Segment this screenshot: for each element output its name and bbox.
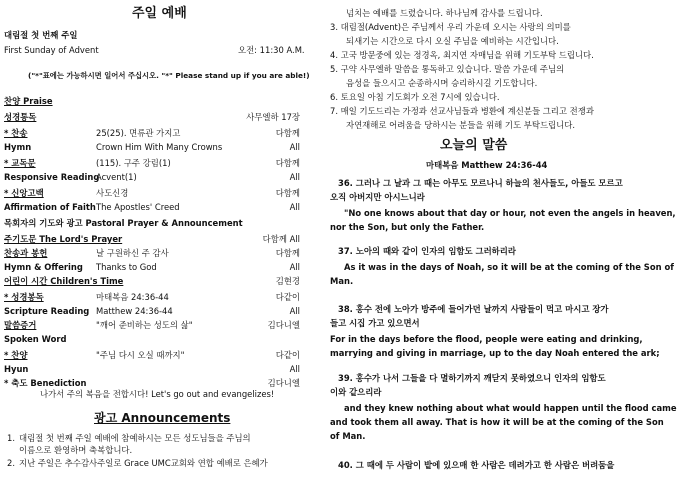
order-item-label: 어린이 시간 Children's Time [4,276,124,286]
verse-line: 40. 그 때에 두 사람이 밭에 있으매 한 사람은 데려가고 한 사람은 버려둠을 [338,460,615,470]
order-item-label: 목회자의 기도와 광고 Pastoral Prayer & Announcement [4,218,243,228]
order-item-label: 성경통독 [4,112,37,122]
sermon-title: 오늘의 말씀 [440,138,508,153]
announcement-number: 1. [7,433,15,443]
verse-line: of Man. [330,431,366,441]
verse-line: 39. 홍수가 나서 그들을 다 멸하기까지 깨닫지 못하였으니 인자의 임함도 [338,373,606,383]
order-item-label: * 찬송 [4,128,28,138]
announcement-line: 7. 매일 기도드리는 가정과 선교사님들과 병환에 계신분들 그리고 전쟁과 [330,106,594,116]
announcement-line: 6. 토요일 아침 기도회가 오전 7시에 있습니다. [330,92,500,102]
order-item-leader: 다함께 [275,188,300,198]
announcement-number: 2. [7,458,15,468]
order-item-leader: All [289,202,300,212]
order-item-leader: All [289,142,300,152]
order-item-label: * 신앙고백 [4,188,44,198]
verse-line: 이와 같으리라 [330,387,382,397]
order-item-label: Hymn [4,142,32,152]
service-time: 오전: 11:30 A.M. [238,45,305,55]
order-item-leader: All [289,364,300,374]
order-item-detail: (115). 구주 강림(1) [96,158,171,168]
verse-line: Man. [330,276,354,286]
sermon-reference: 마태복음 Matthew 24:36-44 [426,160,548,170]
verse-line: For in the days before the flood, people were eating and drinking, [330,334,643,344]
order-item-detail: "깨어 준비하는 성도의 삶" [96,320,193,330]
closing-line: 나가서 주의 복음을 전합시다! Let's go out and evangelizes! [40,389,275,399]
order-item-leader: 다같이 [275,350,300,360]
order-item-label: 주기도문 The Lord's Prayer [4,234,123,244]
verse-line: and took them all away. That is how it will be at the coming of the Son [330,417,664,427]
order-item-label: Hyun [4,364,29,374]
order-item-label: 찬송과 봉헌 [4,248,48,258]
order-item-detail: Thanks to God [96,262,157,272]
order-item-detail: Matthew 24:36-44 [96,306,173,316]
order-item-leader: 김다니엘 [267,320,300,330]
verse-line: and they knew nothing about what would happen until the flood came [344,403,677,413]
order-item-label: Hymn & Offering [4,262,83,272]
verse-line: "No one knows about that day or hour, not even the angels in heaven, [344,208,676,218]
order-item-leader: 사무엘하 17장 [246,112,300,122]
announcement-line: 4. 고국 방문중에 있는 정경옥, 최지연 자매님을 위해 기도부탁 드립니다. [330,50,594,60]
announcement-line: 음성을 들으시고 순종하시며 승리하시길 기도합니다. [346,78,538,88]
order-item-label: * 축도 Benediction [4,378,87,388]
order-item-label: Responsive Reading [4,172,100,182]
order-item-leader: All [289,172,300,182]
order-item-detail: 사도신경 [96,188,129,198]
order-item-leader: 다함께 [275,128,300,138]
order-item-label: * 찬양 [4,350,28,360]
announcement-line: 이름으로 환영하며 축복합니다. [19,445,133,455]
announcement-line: 지난 주일은 추수감사주일로 Grace UMC교회와 연합 예배로 은혜가 [19,458,268,468]
announcements-title: 광고 Announcements [94,411,231,425]
order-item-leader: 김다니엘 [267,378,300,388]
order-item-label: 말씀증거 [4,320,37,330]
verse-line: 38. 홍수 전에 노아가 방주에 들어가던 날까지 사람들이 먹고 마시고 장가 [338,304,609,314]
order-item-leader: 다함께 All [262,234,300,244]
verse-line: marrying and giving in marriage, up to the day Noah entered the ark; [330,348,660,358]
verse-line: 37. 노아의 때와 같이 인자의 임함도 그러하리라 [338,246,516,256]
subtitle-english: First Sunday of Advent [4,45,99,55]
verse-line: 오직 아버지만 아시느니라 [330,192,425,202]
announcement-line: 대림절 첫 번째 주일 예배에 참예하시는 모든 성도님들을 주님의 [19,433,251,443]
order-item-detail: 날 구원하신 주 감사 [96,248,169,258]
verse-line: 36. 그러나 그 날과 그 때는 아무도 모르나니 하늘의 천사들도, 아들도 모르고 [338,178,623,188]
announcement-line: 5. 구약 사무엘하 말씀을 통독하고 있습니다. 말씀 가운데 주님의 [330,64,565,74]
announcement-line: 3. 대림절(Advent)은 주님께서 우리 가운데 오시는 사랑의 의미를 [330,22,571,32]
order-item-detail: The Apostles' Creed [96,202,180,212]
order-item-label: Scripture Reading [4,306,90,316]
order-item-detail: 마태복음 24:36-44 [96,292,169,302]
order-item-detail: Acvent(1) [96,172,137,182]
order-item-leader: 김현경 [275,276,300,286]
verse-line: nor the Son, but only the Father. [330,222,485,232]
announcement-line: 되새기는 시간으로 다시 오실 주님을 예비하는 시간입니다. [346,36,559,46]
order-item-label: * 교독문 [4,158,36,168]
order-item-detail: Crown Him With Many Crowns [96,142,223,152]
announcement-line: 자연재해로 어려움을 당하시는 분들을 위해 기도 부탁드립니다. [346,120,575,130]
order-item-leader: 다함께 [275,158,300,168]
order-item-leader: 다같이 [275,292,300,302]
announcement-line: 넘치는 예배를 드렸습니다. 하나님께 감사를 드립니다. [346,8,543,18]
verse-line: As it was in the days of Noah, so it will be at the coming of the Son of [344,262,674,272]
order-item-leader: All [289,262,300,272]
order-item-label: * 성경봉독 [4,292,44,302]
verse-line: 들고 시집 가고 있으면서 [330,318,420,328]
order-item-label: Affirmation of Faith [4,202,96,212]
order-item-detail: "주님 다시 오실 때까지" [96,350,185,360]
worship-title: 주일 예배 [132,6,187,21]
stand-note: ("*"표에는 가능하시면 일어서 주십시오. "*" Please stand up if you are able!) [28,71,310,80]
order-item-leader: 다함께 [275,248,300,258]
order-item-label: 찬양 Praise [4,96,53,106]
order-item-leader: All [289,306,300,316]
subtitle-korean: 대림절 첫 번째 주일 [4,30,78,40]
order-item-label: Spoken Word [4,334,67,344]
order-item-detail: 25(25). 면류관 가지고 [96,128,181,138]
